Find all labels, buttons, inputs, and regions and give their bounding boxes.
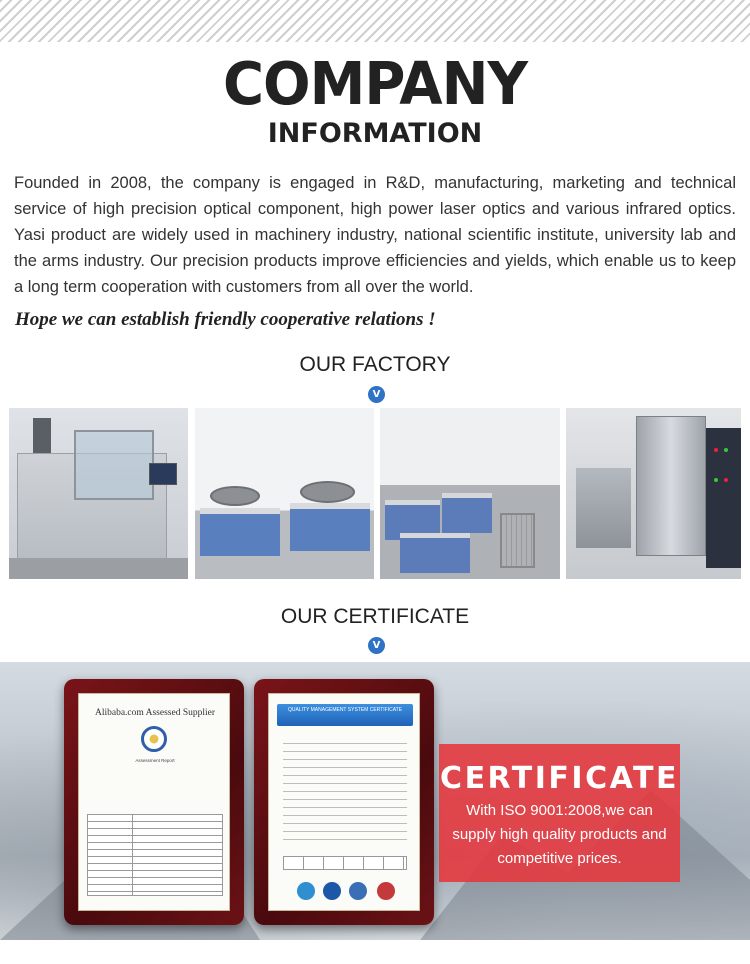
certificate-callout-line1: With ISO 9001:2008,we can [466, 802, 653, 819]
certificate-callout [439, 744, 680, 882]
chevron-down-icon: V [368, 386, 385, 403]
certificate-section-title: OUR CERTIFICATE [280, 605, 470, 628]
certificate-banner [0, 662, 750, 940]
page-title: COMPANY [222, 50, 528, 119]
certificate-callout-line2: supply high quality products and [452, 826, 667, 843]
doc2-text-lines [283, 736, 407, 846]
factory-photo-gallery [9, 408, 741, 579]
cnas-logo-icon [349, 882, 367, 900]
accreditation-logo-icon [297, 882, 315, 900]
certification-mark-icon [377, 882, 395, 900]
chevron-down-icon: V [368, 637, 385, 654]
company-intro-paragraph: Founded in 2008, the company is engaged in R&D, manufacturing, marketing and technical service of high precision optical component, high power laser optics and various infrared optics. Yasi product are widely used in machinery industry, national scientific institute, university lab and the arms industry. Our precision products improve efficiencies and yields, which enable us to keep a long term cooperation with customers from all over the world. [14, 174, 736, 296]
decorative-stripes [0, 0, 750, 42]
factory-photo-machine [9, 408, 188, 579]
factory-photo-coating-machine [566, 408, 741, 579]
factory-photo-polishing-lab [195, 408, 374, 579]
factory-section-title: OUR FACTORY [299, 353, 451, 376]
alibaba-assessment-certificate [64, 679, 244, 925]
factory-photo-production-floor [380, 408, 560, 579]
badge-icon [141, 726, 167, 752]
certificate-callout-line3: competitive prices. [497, 850, 622, 867]
doc2-table [283, 856, 407, 870]
doc1-title: Alibaba.com Assessed Supplier [94, 708, 216, 718]
page-subtitle: INFORMATION [267, 118, 483, 149]
iaf-logo-icon [323, 882, 341, 900]
doc1-table [87, 814, 223, 896]
doc2-title: QUALITY MANAGEMENT SYSTEM CERTIFICATE [277, 704, 413, 726]
doc1-report-label: Assessment Report [135, 758, 175, 763]
slogan: Hope we can establish friendly cooperative relations ! [15, 309, 436, 330]
certificate-callout-title: CERTIFICATE [440, 761, 679, 796]
iso-quality-certificate [254, 679, 434, 925]
